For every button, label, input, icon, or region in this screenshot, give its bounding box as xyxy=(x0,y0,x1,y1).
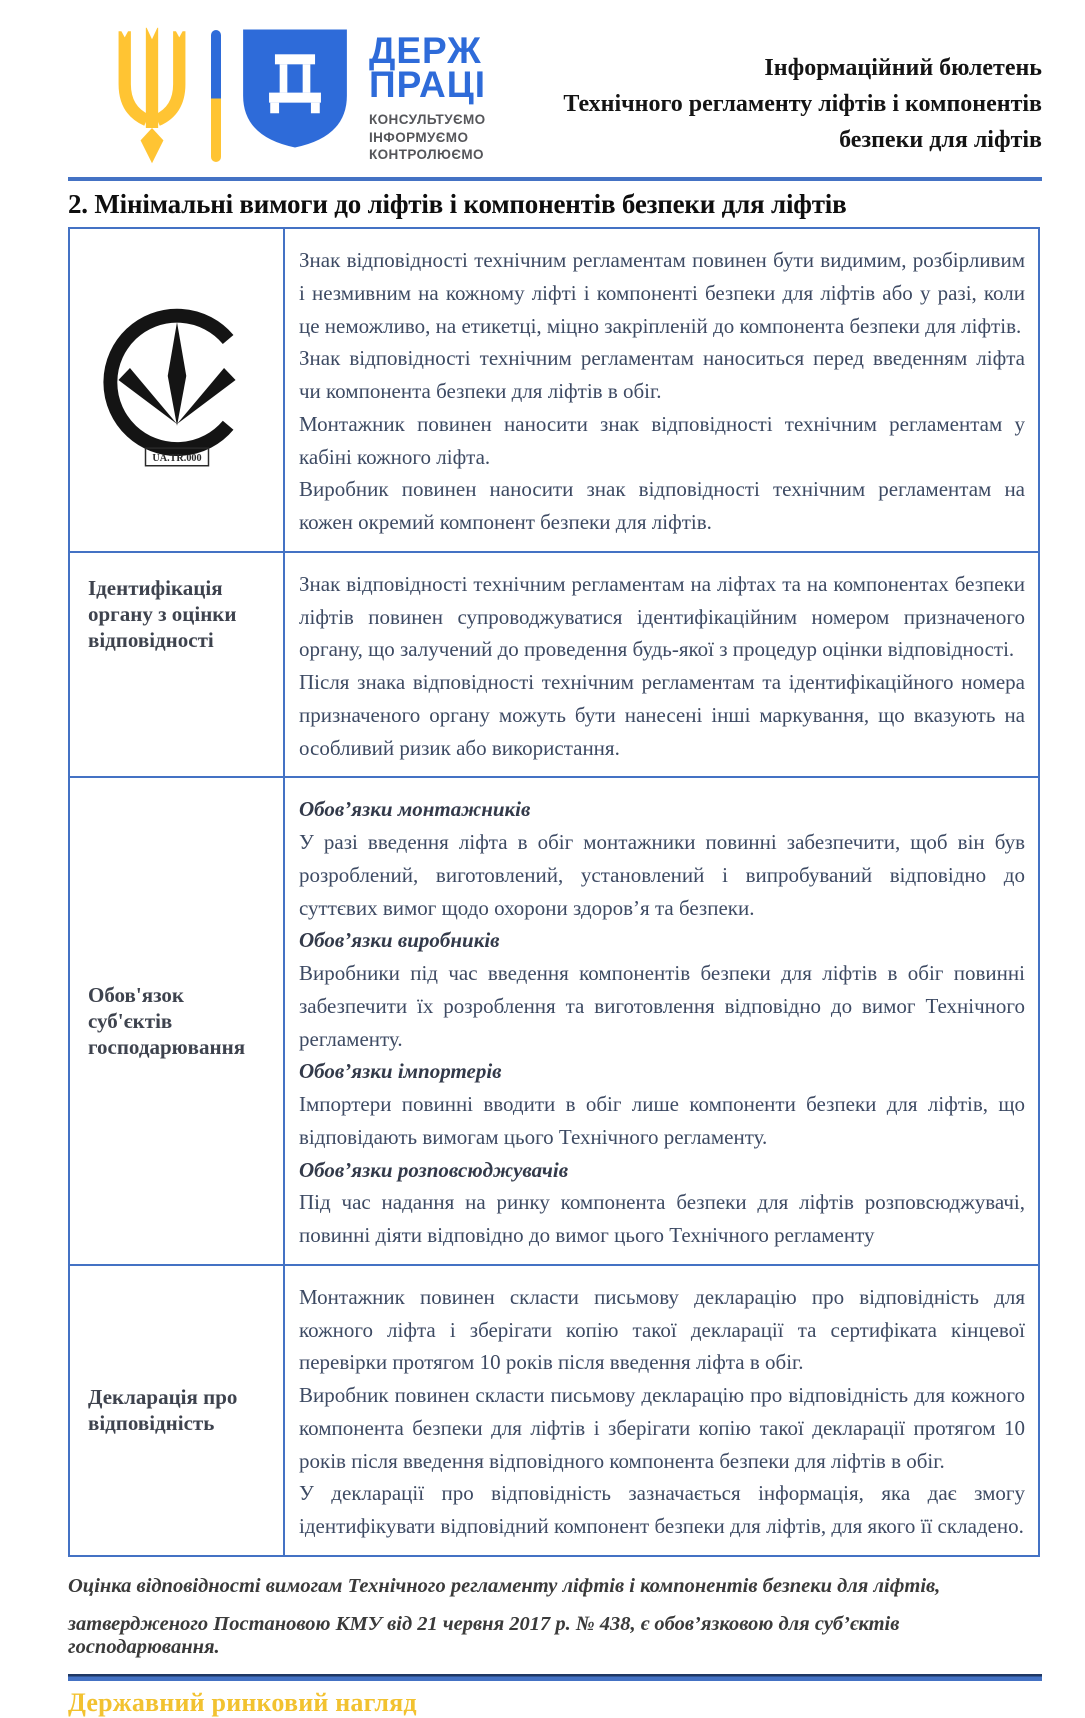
logo-wordmark-line1: ДЕРЖ xyxy=(369,30,482,71)
ua-conformity-mark-icon xyxy=(89,294,265,480)
footer-line2: затвердженого Постановою КМУ від 21 червня 2017 р. № 438, є обов’язковою для суб’єктів господарювання. xyxy=(68,1612,900,1658)
duty-text: Виробники під час введення компонентів безпеки для ліфтів в обіг повинні забезпечити їх розроблення та виготовлення відповідно до вимог Технічного регламенту. xyxy=(299,961,1025,1051)
footer-line1: Оцінка відповідності вимогам Технічного регламенту ліфтів і компонентів безпеки для ліфтів, xyxy=(68,1574,941,1597)
derzhpratsi-logo xyxy=(108,26,486,165)
duty-title: Обов’язки розповсюджувачів xyxy=(299,1157,569,1182)
logo-tagline-1: КОНСУЛЬТУЄМО xyxy=(369,112,486,128)
paragraph: Знак відповідності технічним регламентам наноситься перед введенням ліфта чи компонента безпеки для ліфтів в обіг. xyxy=(299,346,1025,403)
logo-tagline-2: ІНФОРМУЄМО xyxy=(369,129,469,145)
header-rule xyxy=(68,177,1042,181)
paragraph: Монтажник повинен наносити знак відповідності технічним регламентам у кабіні кожного ліфта. xyxy=(299,411,1025,469)
row-label-identification: Ідентифікація органу з оцінки відповідності xyxy=(69,552,284,778)
logo-taglines xyxy=(369,111,486,164)
row-label-declaration: Декларація про відповідність xyxy=(69,1265,284,1556)
logo-tagline-3: КОНТРОЛЮЄМО xyxy=(369,147,484,163)
row-label-obligations: Обов'язок суб'єктів господарювання xyxy=(69,777,284,1265)
duty-title: Обов’язки виробників xyxy=(299,928,500,953)
paragraph: У декларації про відповідність зазначається інформація, яка дає змогу ідентифікувати відповідний компонент безпеки для ліфтів, для якого її складено. xyxy=(299,1481,1025,1538)
table-row-obligations xyxy=(69,777,1039,1265)
table-row-identification xyxy=(69,552,1039,778)
paragraph: Після знака відповідності технічним регламентам та ідентифікаційного номера призначеного органу можуть бути нанесені інші маркування, що вказують на особливий ризик або використання. xyxy=(299,670,1025,760)
paragraph: Монтажник повинен скласти письмову декларацію про відповідність для кожного ліфта і зберігати копію такої декларації та сертифіката кінцевої перевірки протягом 10 років після введення ліфта в обіг. xyxy=(299,1284,1025,1375)
bulletin-title xyxy=(563,50,1042,158)
header xyxy=(68,26,1042,165)
duty-text: Під час надання на ринку компонента безпеки для ліфтів розповсюджувачі, повинні діяти відповідно до вимог цього Технічного регламенту xyxy=(299,1190,1025,1247)
obligations-text-cell xyxy=(284,777,1039,1265)
trident-icon xyxy=(108,26,196,165)
bulletin-title-line2: Технічного регламенту ліфтів і компонентів xyxy=(563,91,1042,117)
conformity-mark-text-cell xyxy=(284,228,1039,552)
shield-icon xyxy=(236,26,354,151)
market-surveillance-banner: Державний ринковий нагляд xyxy=(68,1687,417,1717)
footer-note xyxy=(68,1575,1042,1659)
paragraph: Знак відповідності технічним регламентам на ліфтах та на компонентах безпеки ліфтів повинен супроводжуватися ідентифікаційним номером призначеного органу, що залучений до проведення будь-якої з процедур оцінки відповідності. xyxy=(299,571,1025,662)
identification-text-cell xyxy=(284,552,1039,778)
paragraph: Знак відповідності технічним регламентам повинен бути видимим, розбірливим і незмивним на кожному ліфті і компоненті безпеки для ліфтів або у разі, коли це неможливо, на етикетці, міцно закріпленій до компонента безпеки для ліфтів. xyxy=(299,248,1025,338)
logo-text-block xyxy=(369,30,487,164)
duty-title: Обов’язки імпортерів xyxy=(299,1059,502,1084)
logo-wordmark-line2: ПРАЦІ xyxy=(369,64,487,106)
footer-rule xyxy=(68,1674,1042,1681)
table-row-conformity-mark xyxy=(69,228,1039,552)
bulletin-title-line1: Інформаційний бюлетень xyxy=(764,55,1042,81)
logo-divider-bar xyxy=(211,30,221,162)
conformity-mark-cell xyxy=(69,228,284,552)
declaration-text-cell xyxy=(284,1265,1039,1556)
duty-text: У разі введення ліфта в обіг монтажники повинні забезпечити, щоб він був розроблений, виготовлений, установлений і випробуваний відповідно до суттєвих вимог щодо охорони здоров’я та безпеки. xyxy=(299,830,1025,920)
paragraph: Виробник повинен наносити знак відповідності технічним регламентам на кожен окремий компонент безпеки для ліфтів. xyxy=(299,477,1025,534)
table-row-declaration xyxy=(69,1265,1039,1556)
requirements-table xyxy=(68,227,1040,1557)
section-heading: 2. Мінімальні вимоги до ліфтів і компонентів безпеки для ліфтів xyxy=(68,189,847,219)
logo-wordmark xyxy=(369,30,487,106)
bulletin-title-line3: безпеки для ліфтів xyxy=(839,127,1042,153)
duty-text: Імпортери повинні вводити в обіг лише компоненти безпеки для ліфтів, що відповідають вимогам цього Технічного регламенту. xyxy=(299,1092,1025,1149)
paragraph: Виробник повинен скласти письмову декларацію про відповідність для кожного компонента безпеки для ліфтів і зберігати копію такої декларації протягом 10 років після введення відповідного компонента безпеки для ліфтів в обіг. xyxy=(299,1383,1025,1473)
conformity-mark-caption: UA.TR.000 xyxy=(151,453,202,465)
duty-title: Обов’язки монтажників xyxy=(299,797,531,822)
